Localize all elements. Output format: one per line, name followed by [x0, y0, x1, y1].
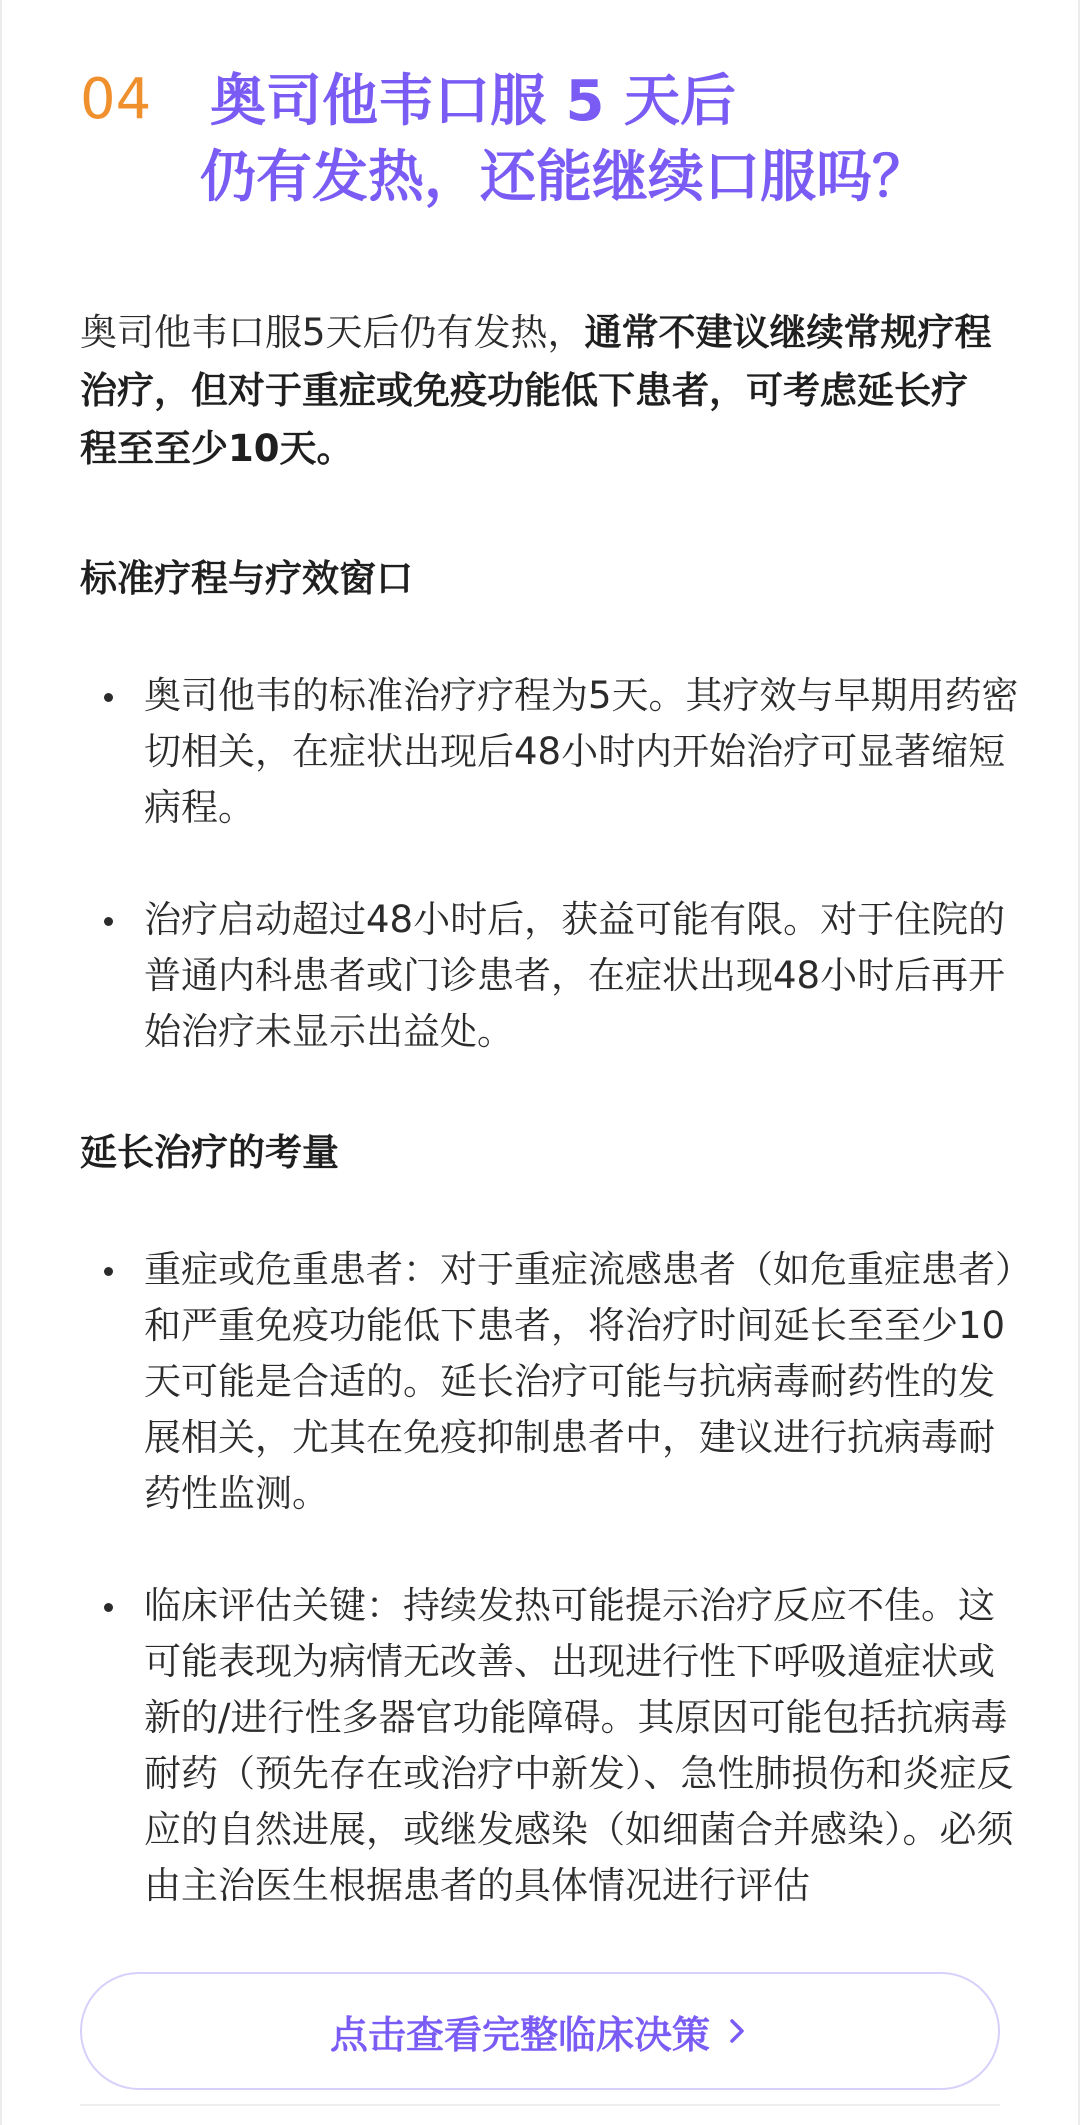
bullet-dot [104, 917, 113, 926]
list-item [80, 668, 1020, 836]
question-number: 04 [80, 67, 152, 132]
question-title [200, 64, 1070, 216]
chevron-right-icon [724, 2016, 750, 2046]
question-heading [80, 58, 1000, 218]
bullet-dot [104, 1603, 113, 1612]
list-item [80, 892, 1020, 1060]
view-full-decision-label: 点击查看完整临床决策 [329, 2012, 710, 2057]
view-full-decision-button[interactable] [80, 1972, 1000, 2090]
question-title-line-2: 仍有发热，还能继续口服吗？ [200, 145, 928, 210]
bottom-divider [80, 2104, 1000, 2106]
extended-treatment-list [80, 1242, 1014, 1914]
standard-course-list [80, 668, 1019, 1060]
list-item-text: 重症或危重患者：对于重症流感患者（如危重症患者）和严重免疫功能低下患者，将治疗时间延长至至少10天可能是合适的。延长治疗可能与抗病毒耐药性的发展相关，尤其在免疫抑制患者中，建议进行抗病毒耐药性监测。 [144, 1248, 1014, 1515]
list-item-text: 临床评估关键：持续发热可能提示治疗反应不佳。这可能表现为病情无改善、出现进行性下呼吸道症状或新的/进行性多器官功能障碍。其原因可能包括抗病毒耐药（预先存在或治疗中新发）、急性肺损伤和炎症反应的自然进展，或继发感染（如细菌合并感染）。必须由主治医生根据患者的具体情况进行评估 [144, 1584, 1014, 1907]
section-title-standard-course: 标准疗程与疗效窗口 [80, 557, 413, 600]
answer-summary-normal: 奥司他韦口服5天后仍有发热， [80, 311, 585, 354]
bullet-dot [104, 693, 113, 702]
frame-edge-left [0, 0, 2, 2125]
list-item-text: 治疗启动超过48小时后，获益可能有限。对于住院的普通内科患者或门诊患者，在症状出现48小时后再开始治疗未显示出益处。 [144, 898, 1006, 1053]
bullet-dot [104, 1267, 113, 1276]
question-title-line-1: 奥司他韦口服 5 天后 [210, 69, 736, 134]
list-item-text: 奥司他韦的标准治疗疗程为5天。其疗效与早期用药密切相关，在症状出现后48小时内开始治疗可显著缩短病程。 [144, 674, 1019, 829]
list-item [80, 1242, 1020, 1522]
list-item [80, 1578, 1020, 1914]
answer-summary-bold: 通常不建议继续常规疗程治疗，但对于重症或免疫功能低下患者，可考虑延长疗程至至少10天。 [80, 311, 992, 470]
article-content [80, 58, 1019, 2090]
section-title-extended-treatment: 延长治疗的考量 [80, 1131, 339, 1174]
answer-summary [80, 304, 1000, 478]
